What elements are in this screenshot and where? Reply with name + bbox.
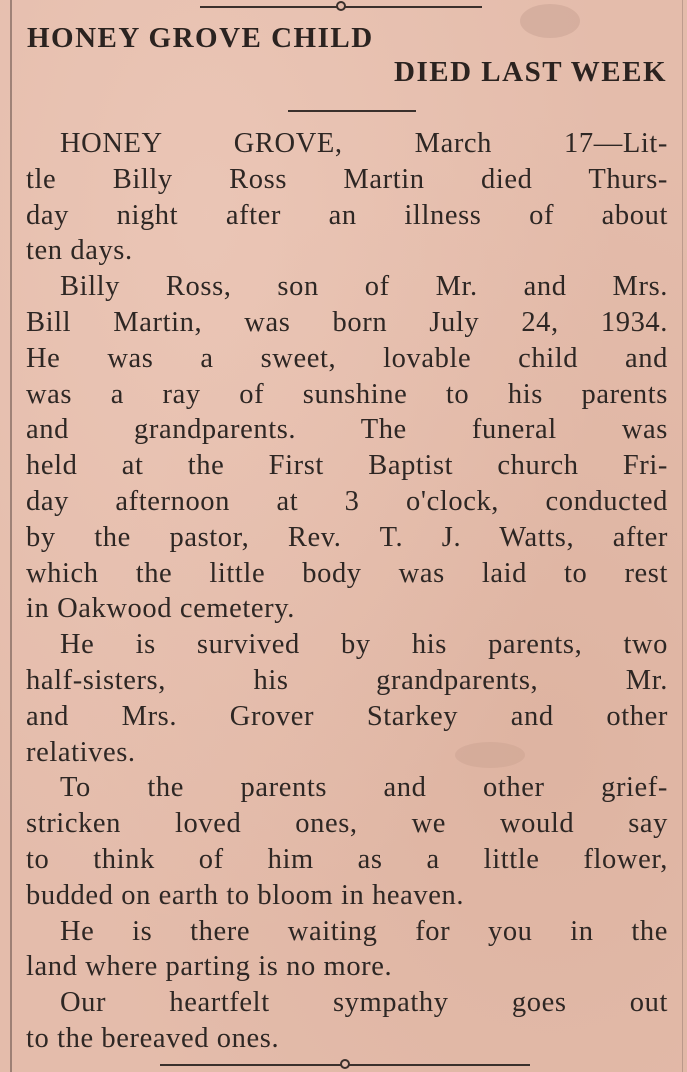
article-line: to the bereaved ones.: [26, 1022, 280, 1054]
article-line: budded on earth to bloom in heaven.: [26, 879, 465, 911]
headline-line-2: DIED LAST WEEK: [394, 56, 667, 88]
article-line: to think of him as a little flower,: [26, 843, 668, 875]
article-line: day night after an illness of about: [26, 199, 668, 231]
article-line: Bill Martin, was born July 24, 1934.: [26, 306, 668, 338]
article-line: He is there waiting for you in the: [60, 915, 668, 947]
article-line: tle Billy Ross Martin died Thurs-: [26, 163, 668, 195]
article-line: Our heartfelt sympathy goes out: [60, 987, 668, 1019]
article-line: and grandparents. The funeral was: [26, 414, 668, 446]
column-rule-right: [682, 0, 683, 1072]
article-line: HONEY GROVE, March 17—Lit-: [60, 128, 668, 159]
article-line: He is survived by his parents, two: [60, 629, 668, 661]
article-line: To the parents and other grief-: [60, 772, 668, 804]
article-line: day afternoon at 3 o'clock, conducted: [26, 485, 668, 517]
article-line: ten days.: [26, 235, 133, 267]
article-body: [26, 126, 668, 1057]
article-line: held at the First Baptist church Fri-: [26, 450, 668, 482]
article-line: He was a sweet, lovable child and: [26, 342, 668, 374]
article-line: by the pastor, Rev. T. J. Watts, after: [26, 521, 668, 553]
headline-rule: [288, 110, 416, 112]
ornament-circle-icon: [336, 1, 346, 11]
column-rule-left: [10, 0, 12, 1072]
bottom-ornament-divider: [160, 1058, 530, 1072]
article-line: stricken loved ones, we would say: [26, 808, 668, 840]
article-line: Billy Ross, son of Mr. and Mrs.: [60, 271, 668, 303]
top-ornament-divider: [200, 0, 482, 14]
headline-line-1: HONEY GROVE CHILD: [27, 22, 374, 54]
article-line: and Mrs. Grover Starkey and other: [26, 700, 668, 732]
article-line: in Oakwood cemetery.: [26, 593, 295, 625]
article-line: half-sisters, his grandparents, Mr.: [26, 664, 668, 696]
article-line: was a ray of sunshine to his parents: [26, 378, 668, 410]
article-line: relatives.: [26, 736, 136, 768]
article-line: which the little body was laid to rest: [26, 557, 668, 589]
ornament-circle-icon: [340, 1059, 350, 1069]
article-line: land where parting is no more.: [26, 951, 393, 983]
